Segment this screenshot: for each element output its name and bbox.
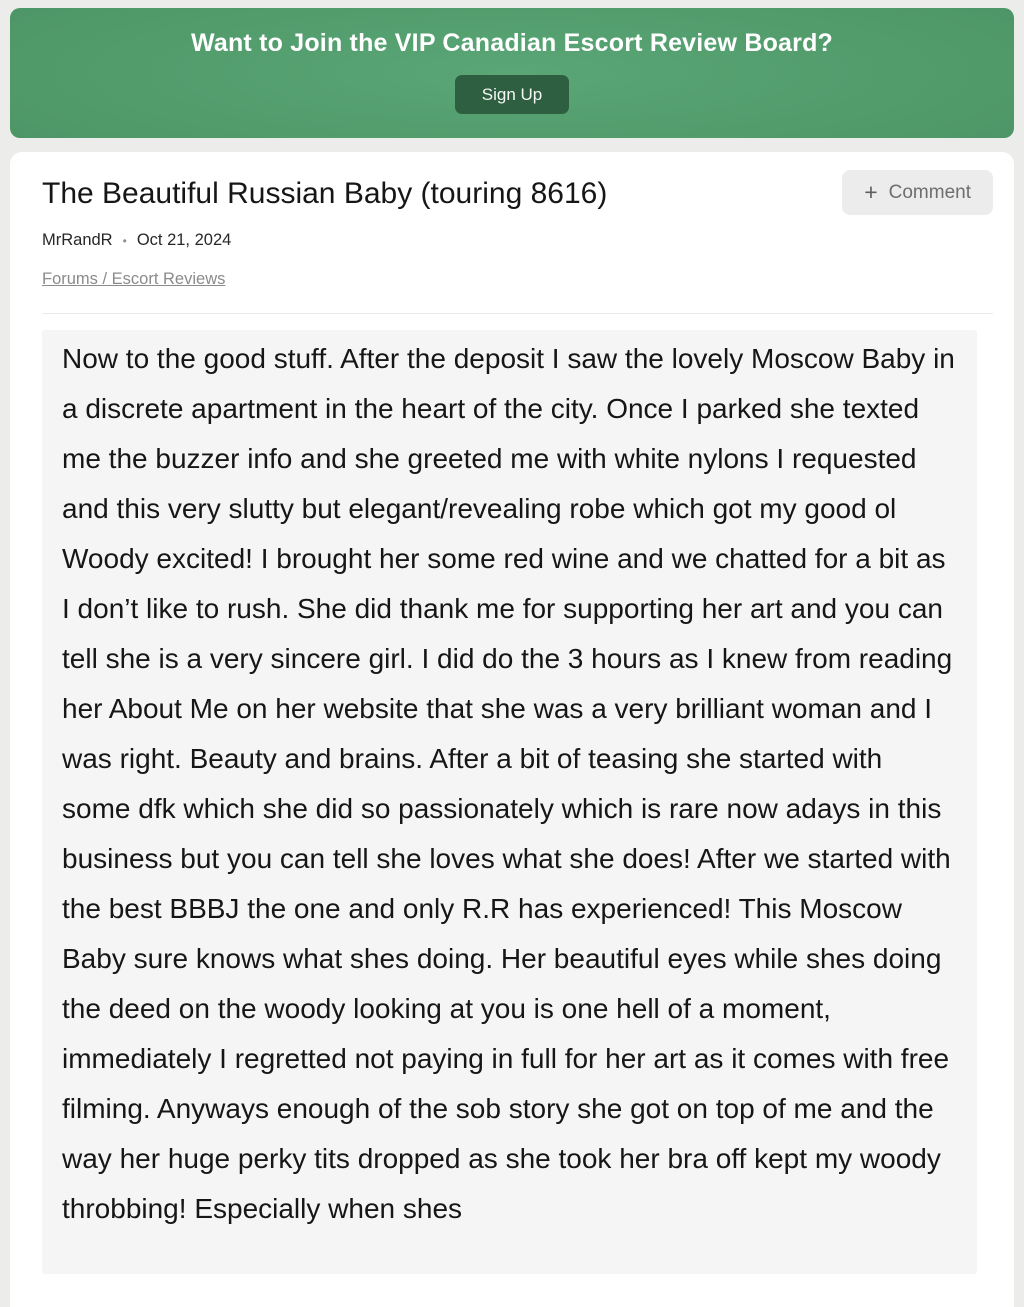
post-author: MrRandR bbox=[42, 231, 113, 249]
post-body-text: Now to the good stuff. After the deposit I saw the lovely Moscow Baby in a discrete apartment in the heart of the city. Once I parked she texted me the buzzer info and she greeted me with white nylons I requested and this very slutty but elegant/revealing robe which got my good ol Woody excited! I brought her some red wine and we chatted for a bit as I don’t like to rush. She did thank me for supporting her art and you can tell she is a very sincere girl. I did do the 3 hours as I knew from reading her About Me on her website that she was a very brilliant woman and I was right. Beauty and brains. After a bit of teasing she started with some dfk which she did so passionately which is rare now adays in this business but you can tell she loves what she does! After we started with the best BBBJ the one and only R.R has experienced! This Moscow Baby sure knows what shes doing. Her beautiful eyes while shes doing the deed on the woody looking at you is one hell of a moment, immediately I regretted not paying in full for her art as it comes with free filming. Anyways enough of the sob story she got on top of me and the way her huge perky tits dropped as she took her bra off kept my woody throbbing! Especially when shes bbox=[42, 330, 977, 1274]
sign-up-button[interactable]: Sign Up bbox=[455, 75, 569, 114]
meta-separator-dot: • bbox=[122, 233, 127, 248]
post-card bbox=[10, 152, 1014, 1307]
post-date: Oct 21, 2024 bbox=[136, 231, 232, 249]
comment-button-label: Comment bbox=[888, 181, 971, 203]
plus-icon: + bbox=[864, 179, 878, 205]
header-divider bbox=[42, 313, 993, 314]
promo-banner-heading: Want to Join the VIP Canadian Escort Review Board? bbox=[190, 29, 834, 57]
breadcrumb[interactable]: Forums / Escort Reviews bbox=[42, 270, 226, 288]
post-header bbox=[31, 176, 993, 215]
comment-button[interactable] bbox=[842, 170, 993, 215]
post-meta bbox=[31, 231, 993, 250]
post-title: The Beautiful Russian Baby (touring 8616) bbox=[42, 177, 608, 210]
promo-banner bbox=[10, 8, 1014, 138]
